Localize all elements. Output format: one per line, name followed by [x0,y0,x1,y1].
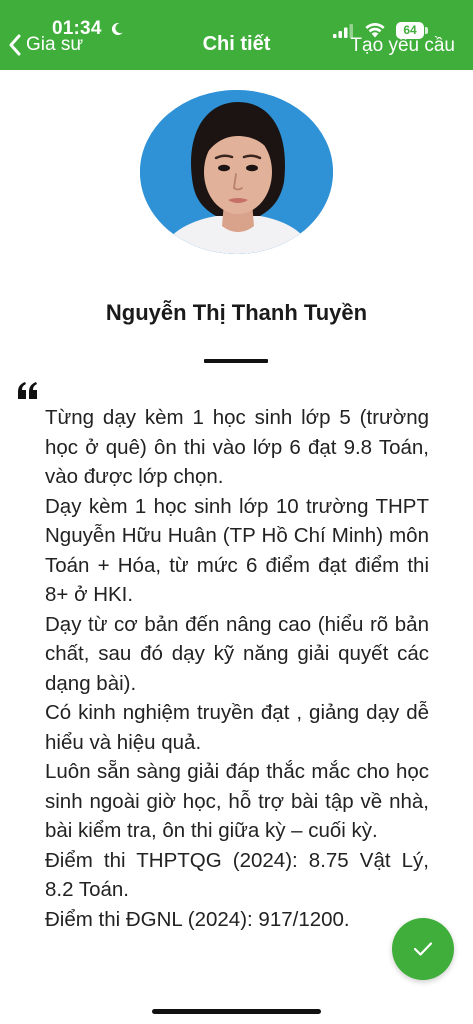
bio-paragraph: Điểm thi ĐGNL (2024): 917/1200. [45,907,350,931]
home-indicator[interactable] [152,1009,321,1014]
name-divider [204,359,268,363]
battery-level: 64 [396,22,424,39]
page-title: Chi tiết [202,33,271,55]
bio-paragraph: Dạy kèm 1 học sinh lớp 10 trường THPT Nguyễn Hữu Huân (TP Hồ Chí Minh) môn Toán + Hóa, từ mức 6 điểm đạt điểm thi 8+ ở HKI. [45,494,429,606]
bio-paragraph: Có kinh nghiệm truyền đạt , giảng dạy dễ hiểu và hiệu quả. [45,701,429,754]
bio-paragraph: Điểm thi THPTQG (2024): 8.75 Vật Lý, 8.2 Toán. [45,848,429,901]
confirm-button[interactable] [392,918,454,980]
tutor-name: Nguyễn Thị Thanh Tuyền [105,300,368,325]
back-label: Gia sư [26,34,84,55]
status-time: 01:34 [52,18,102,39]
avatar [140,90,333,254]
quote-icon [17,381,39,401]
tutor-bio [45,403,429,934]
check-icon [413,941,433,957]
bio-paragraph: Luôn sẵn sàng giải đáp thắc mắc cho học sinh ngoài giờ học, hỗ trợ bài tập về nhà, bài kiểm tra, ôn thi giữa kỳ – cuối kỳ. [45,760,429,842]
create-request-button[interactable]: Tạo yêu cầu [350,35,455,56]
bio-paragraph: Dạy từ cơ bản đến nâng cao (hiểu rõ bản chất, sau đó dạy kỹ năng giải quyết các dạng bài). [45,612,429,695]
header-bar [0,0,473,70]
bio-paragraph: Từng dạy kèm 1 học sinh lớp 5 (trường học ở quê) ôn thi vào lớp 6 đạt 9.8 Toán, vào được lớp chọn. [45,406,429,488]
